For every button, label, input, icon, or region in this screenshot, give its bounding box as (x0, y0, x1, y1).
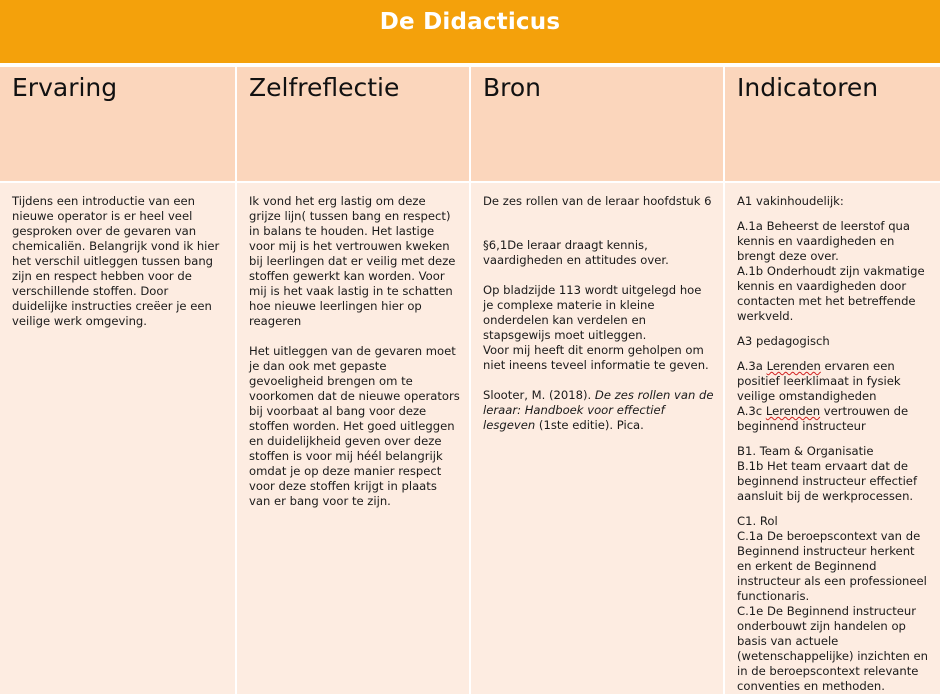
cell-zelfreflectie (236, 182, 470, 694)
indicator-a3c-text: vertrouwen de beginnend instructeur (737, 404, 909, 433)
indicator-c1-heading: C1. Rol (737, 514, 778, 528)
cell-bron (470, 182, 724, 694)
indicator-a3c-code: A.3c (737, 404, 766, 418)
header-zelfreflectie: Zelfreflectie (236, 67, 470, 182)
bron-reference (483, 388, 715, 433)
indicator-b1-heading: B1. Team & Organisatie (737, 444, 874, 458)
zelfreflectie-paragraph-2: Het uitleggen van de gevaren moet je dan ook met gepaste gevoeligheid brengen om te voorkomen dat de nieuwe operators bij voorbaat al bang voor deze stoffen worden. Het goed uitleggen en duidelijkheid geven over deze stoffen is voor mij héél belangrijk omdat je op deze manier respect voor deze stoffen krijgt in plaats van er bang voor te zijn. (249, 344, 460, 508)
indicator-a3a-code: A.3a (737, 359, 767, 373)
indicator-a3a (737, 359, 932, 404)
bron-page-note: Op bladzijde 113 wordt uitgelegd hoe je complexe materie in kleine onderdelen kan verdelen en stapsgewijs moet uitleggen. (483, 283, 702, 342)
reference-edition: (1ste editie). Pica. (535, 418, 644, 432)
indicator-a1a: A.1a Beheerst de leerstof qua kennis en vaardigheden en brengt deze over. (737, 219, 911, 263)
cell-ervaring (0, 182, 236, 694)
ervaring-text: Tijdens een introductie van een nieuwe operator is er heel veel gesproken over de gevaren van chemicaliën. Belangrijk vond ik hier het verschil uitleggen tussen bang zijn en respect hebben voor de verschillende stoffen. Door duidelijke instructies creëer je een veilige werk omgeving. (12, 194, 220, 328)
bron-personal-note: Voor mij heeft dit enorm geholpen om niet ineens teveel informatie te geven. (483, 343, 709, 372)
header-indicatoren: Indicatoren (724, 67, 940, 182)
indicator-a3-heading: A3 pedagogisch (737, 334, 830, 348)
indicator-a1b: A.1b Onderhoudt zijn vakmatige kennis en vaardigheden door contacten met het betreffende werkveld. (737, 264, 925, 323)
spellcheck-word: Lerenden (766, 359, 821, 373)
zelfreflectie-paragraph-1: Ik vond het erg lastig om deze grijze lijn( tussen bang en respect) in balans te houden. Het lastige voor mij is het vertrouwen kweken bij leerlingen dat er veilig met deze stoffen gewerkt kan worden. Voor mij is het vaak lastig in te schatten hoe nieuwe leerlingen hier op reageren (249, 194, 456, 328)
content-row (0, 182, 940, 694)
indicator-c1e: C.1e De Beginnend instructeur onderbouwt zijn handelen op basis van actuele (wetenschappelijke) inzichten en in de beroepscontext relevante conventies en methoden. (737, 604, 928, 693)
header-row (0, 67, 940, 182)
spellcheck-word: Lerenden (765, 404, 821, 418)
header-bron: Bron (470, 67, 724, 182)
bron-section: §6,1De leraar draagt kennis, vaardigheden en attitudes over. (483, 238, 669, 267)
reference-title: De zes rollen van de leraar: Handboek voor effectief lesgeven (483, 388, 714, 432)
indicator-a1-heading: A1 vakinhoudelijk: (737, 194, 844, 208)
title-bar (0, 0, 940, 65)
reflection-table (0, 67, 940, 694)
indicator-a3c (737, 404, 932, 434)
indicator-b1b: B.1b Het team ervaart dat de beginnend instructeur effectief aansluit bij de werkprocessen. (737, 459, 918, 503)
indicator-a3a-text: ervaren een positief leerklimaat in fysiek veilige omstandigheden (737, 359, 901, 403)
reference-author: Slooter, M. (2018). (483, 388, 595, 402)
indicator-c1a: C.1a De beroepscontext van de Beginnend instructeur herkent en erkent de Beginnend instructeur als een professioneel functionaris. (737, 529, 927, 603)
cell-indicatoren (724, 182, 940, 694)
slide-title: De Didacticus (379, 9, 561, 35)
bron-book-chapter: De zes rollen van de leraar hoofdstuk 6 (483, 194, 712, 208)
header-ervaring: Ervaring (0, 67, 236, 182)
